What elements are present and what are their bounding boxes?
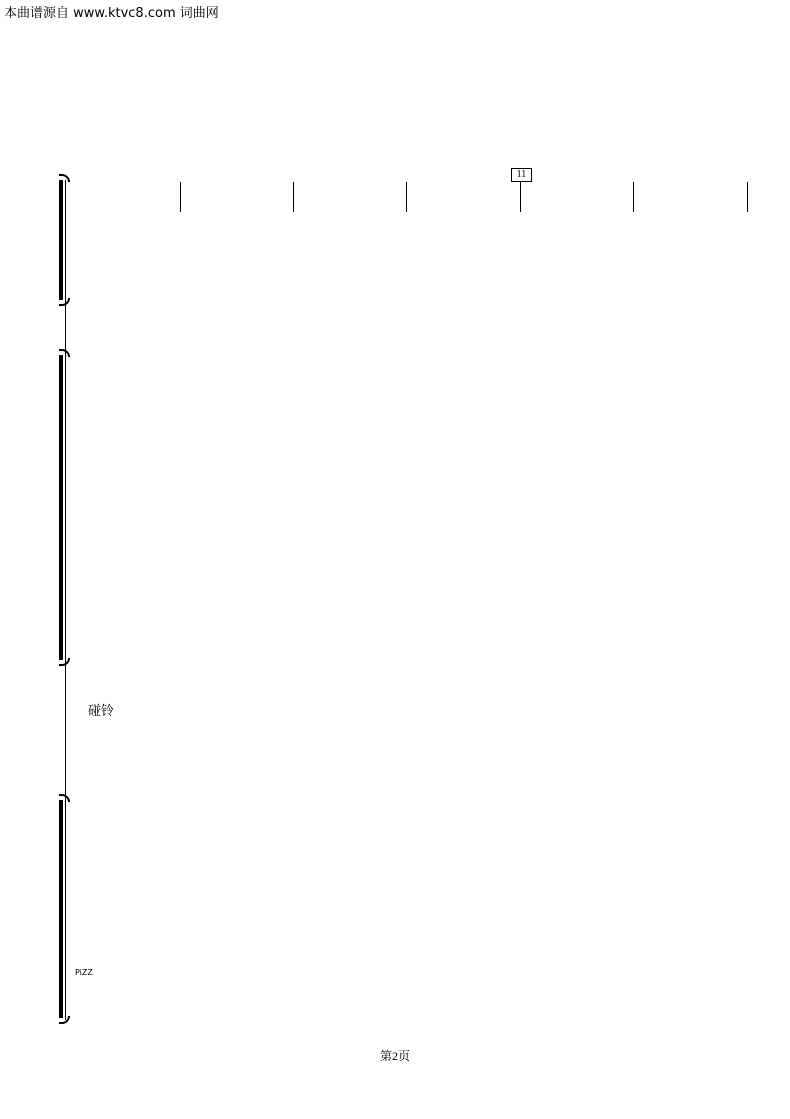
bracket-group-3 [59,800,63,1018]
percussion-label: 碰铃 [88,704,115,719]
page-number: 第2页 [379,1049,410,1063]
barline [406,182,407,212]
bracket-group-2 [59,355,63,660]
barline [633,182,634,212]
source-header: 本曲谱源自 www.ktvc8.com 词曲网 [4,6,219,21]
barline [293,182,294,212]
rehearsal-mark: 11 [511,168,532,182]
barline [520,182,521,212]
bracket-group-1 [59,180,63,300]
barline [747,182,748,212]
pizz-marking: PiZZ [75,968,93,977]
barline [180,182,181,212]
system-line [65,180,66,1020]
